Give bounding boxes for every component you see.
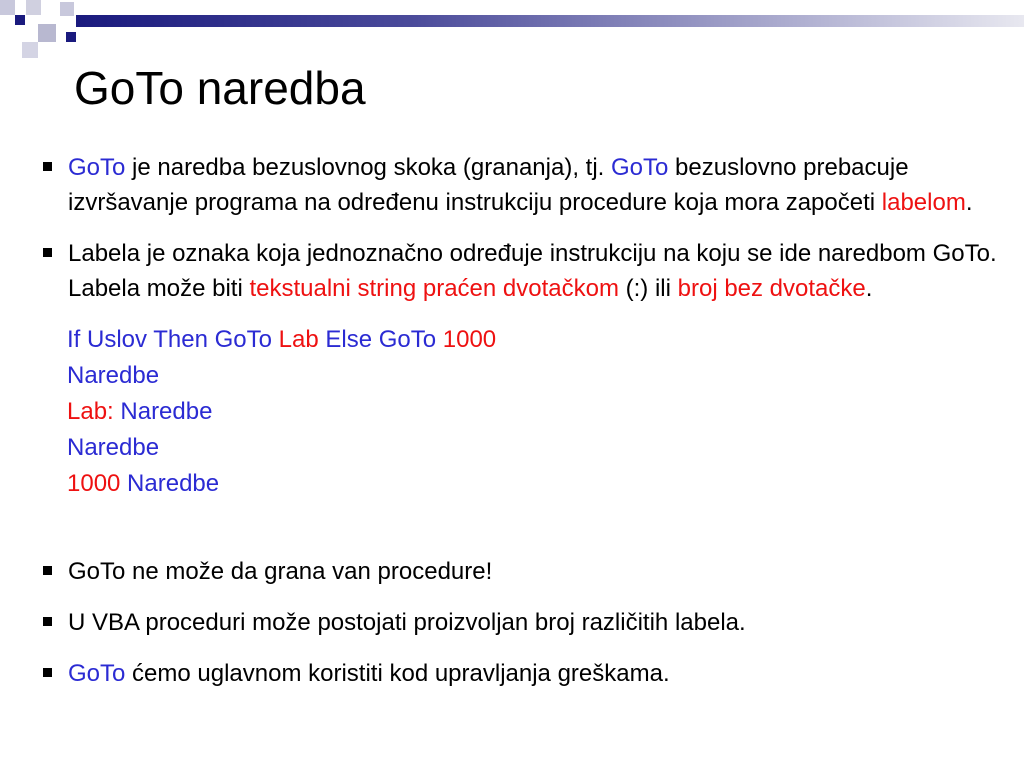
text-segment: Naredbe: [113, 398, 213, 425]
bullet-square-icon: [43, 566, 52, 575]
text-segment: Naredbe: [67, 362, 160, 389]
code-line: [67, 322, 1000, 358]
code-line: [67, 466, 1000, 502]
text-segment: broj bez dvotačke: [677, 275, 866, 302]
bullet-item: [40, 150, 1000, 220]
text-segment: (:) ili: [618, 275, 678, 302]
text-segment: Naredbe: [67, 434, 160, 461]
text-segment: Lab:: [67, 398, 114, 425]
slide-content: [40, 150, 1000, 707]
code-line: [67, 430, 1000, 466]
bullet-item: [40, 554, 1000, 589]
text-segment: ćemo uglavnom koristiti kod upravljanja greškama.: [125, 660, 670, 687]
text-segment: GoTo: [68, 154, 126, 181]
text-segment: If Uslov Then GoTo: [67, 326, 279, 353]
decorative-square-navy: [66, 32, 76, 42]
decorative-square: [22, 42, 38, 58]
bullet-square-icon: [43, 617, 52, 626]
text-segment: Labela je oznaka koja jednoznačno određuje instrukciju na koju se ide naredbom GoTo. Labela može biti: [68, 240, 997, 302]
bullet-item: [40, 605, 1000, 640]
text-segment: GoTo: [68, 660, 126, 687]
text-segment: Naredbe: [120, 470, 220, 497]
text-segment: tekstualni string praćen dvotačkom: [249, 275, 619, 302]
code-line: [67, 394, 1000, 430]
bullet-square-icon: [43, 162, 52, 171]
text-segment: 1000: [67, 470, 121, 497]
decorative-square: [38, 24, 56, 42]
text-segment: labelom: [881, 189, 966, 216]
bullet-square-icon: [43, 248, 52, 257]
code-example: [40, 322, 1000, 502]
decorative-square: [26, 0, 41, 15]
text-segment: GoTo: [611, 154, 669, 181]
bullet-item: [40, 236, 1000, 306]
code-line: [67, 358, 1000, 394]
text-segment: .: [965, 189, 973, 216]
bullet-item: [40, 656, 1000, 691]
text-segment: bezuslovno prebacuje izvršavanje programa na određenu instrukciju procedure koja mora započeti: [68, 154, 909, 216]
slide-title: GoTo naredba: [74, 62, 366, 114]
bullet-list-top: [40, 150, 1000, 306]
decorative-square: [60, 2, 74, 16]
text-segment: .: [865, 275, 873, 302]
bullet-list-bottom: [40, 554, 1000, 691]
text-segment: GoTo ne može da grana van procedure!: [68, 558, 493, 585]
text-segment: Lab: [278, 326, 319, 353]
text-segment: U VBA proceduri može postojati proizvoljan broj različitih labela.: [68, 609, 746, 636]
decorative-square: [0, 0, 15, 15]
text-segment: je naredba bezuslovnog skoka (grananja), tj.: [125, 154, 611, 181]
text-segment: Else GoTo: [318, 326, 443, 353]
decorative-square-navy: [15, 15, 25, 25]
text-segment: 1000: [442, 326, 497, 353]
header-gradient-bar: [76, 15, 1024, 27]
bullet-square-icon: [43, 668, 52, 677]
